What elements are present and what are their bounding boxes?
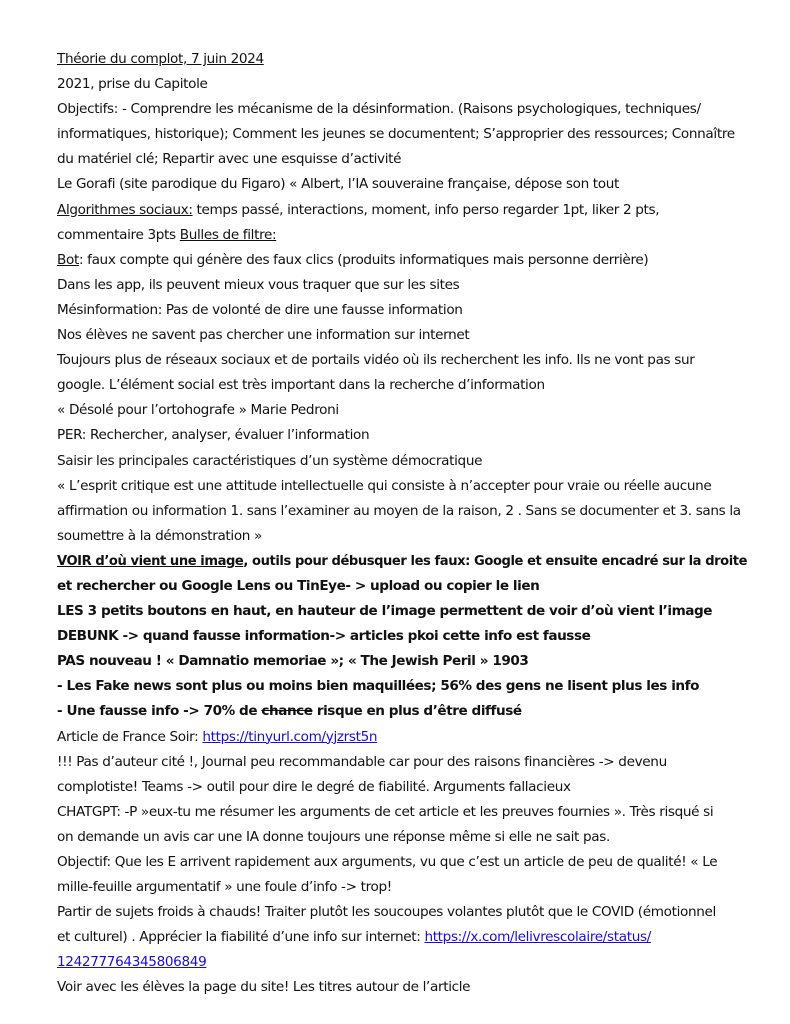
text-line: du matériel clé; Repartir avec une esquisse d’activité [57, 151, 402, 168]
livrescolaire-link-continued[interactable]: 124277764345806849 [57, 954, 207, 971]
voir-line-2: et rechercher ou Google Lens ou TinEye- > upload ou copier le lien [57, 577, 540, 594]
text-line: Le Gorafi (site parodique du Figaro) « Albert, l’IA souveraine française, dépose son tout [57, 176, 619, 193]
voir-label: VOIR d’où vient une image [57, 552, 244, 569]
struck-word: chance [261, 703, 313, 720]
fausse-info-before: - Une fausse info -> 70% de [57, 703, 262, 720]
bold-line: DEBUNK -> quand fausse information-> articles pkoi cette info est fausse [57, 628, 591, 645]
text-line: mille-feuille argumentatif » une foule d’info -> trop! [57, 879, 392, 896]
text-line: google. L’élément social est très important dans la recherche d’information [57, 377, 545, 394]
quote-line: affirmation ou information 1. sans l’examiner au moyen de la raison, 2 . Sans se documenter et 3. sans la [57, 502, 741, 519]
text-line: informatiques, historique); Comment les jeunes se documentent; S’approprier des ressources; Connaître [57, 126, 735, 143]
fausse-info-after: risque en plus d’être diffusé [312, 703, 522, 720]
bold-line: LES 3 petits boutons en haut, en hauteur de l’image permettent de voir d’où vient l’image [57, 603, 713, 620]
text-line: Mésinformation: Pas de volonté de dire une fausse information [57, 301, 463, 318]
apprecier-text: et culturel) . Apprécier la fiabilité d’une info sur internet: [57, 929, 425, 946]
quote-line: « L’esprit critique est une attitude intellectuelle qui consiste à n’accepter pour vraie ou réelle aucune [57, 477, 712, 494]
livrescolaire-link[interactable]: https://x.com/lelivrescolaire/status/ [424, 929, 651, 946]
algorithmes-text-2: commentaire 3pts [57, 226, 180, 243]
bulles-de-filtre-label: Bulles de filtre: [179, 226, 277, 243]
bold-line: PAS nouveau ! « Damnatio memoriae »; « The Jewish Peril » 1903 [57, 653, 529, 670]
document-title: Théorie du complot, 7 juin 2024 [57, 51, 264, 67]
algorithmes-text: temps passé, interactions, moment, info perso regarder 1pt, liker 2 pts, [192, 201, 660, 218]
france-soir-text: Article de France Soir: [57, 728, 203, 745]
text-line: « Désolé pour l’ortohografe » Marie Pedroni [57, 402, 339, 419]
text-line: !!! Pas d’auteur cité !, Journal peu recommandable car pour des raisons financières -> devenu [57, 753, 667, 770]
last-line: Voir avec les élèves la page du site! Les titres autour de l’article [57, 979, 471, 996]
fausse-info-line [57, 699, 747, 724]
text-line: CHATGPT: -P »eux-tu me résumer les arguments de cet article et les preuves fournies ». Très risqué si [57, 803, 714, 820]
text-line: complotiste! Teams -> outil pour dire le degré de fiabilité. Arguments fallacieux [57, 778, 571, 795]
text-line: Saisir les principales caractéristiques d’un système démocratique [57, 452, 483, 469]
text-line: PER: Rechercher, analyser, évaluer l’information [57, 427, 370, 444]
text-line: Nos élèves ne savent pas chercher une information sur internet [57, 327, 470, 344]
voir-line [57, 549, 748, 574]
text-line: 2021, prise du Capitole [57, 76, 208, 93]
quote-line: soumettre à la démonstration » [57, 527, 263, 544]
text-line: Objectifs: - Comprendre les mécanisme de la désinformation. (Raisons psychologiques, techniques/ [57, 101, 701, 118]
algorithmes-line [57, 198, 747, 223]
text-line: Toujours plus de réseaux sociaux et de portails vidéo où ils recherchent les info. Ils ne vont pas sur [57, 352, 695, 369]
voir-text: , outils pour débusquer les faux: Google et ensuite encadré sur la droite [243, 552, 748, 569]
text-line: Partir de sujets froids à chauds! Traiter plutôt les soucoupes volantes plutôt que le COVID (émotionnel [57, 904, 716, 921]
text-line: Objectif: Que les E arrivent rapidement aux arguments, vu que c’est un article de peu de qualité! « Le [57, 854, 718, 870]
bot-label: Bot [57, 251, 79, 268]
algorithmes-line-2 [57, 223, 747, 248]
bold-line: - Les Fake news sont plus ou moins bien maquillées; 56% des gens ne lisent plus les info [57, 678, 699, 695]
apprecier-line [57, 925, 747, 950]
france-soir-line [57, 725, 747, 750]
france-soir-link[interactable]: https://tinyurl.com/yjzrst5n [202, 728, 378, 745]
document-page [57, 47, 747, 1001]
bot-text: : faux compte qui génère des faux clics (produits informatiques mais personne derrière) [78, 251, 649, 268]
apprecier-line-2 [57, 950, 747, 975]
text-line: on demande un avis car une IA donne toujours une réponse même si elle ne sait pas. [57, 828, 610, 845]
text-line: Dans les app, ils peuvent mieux vous traquer que sur les sites [57, 276, 460, 293]
algorithmes-label: Algorithmes sociaux: [57, 201, 193, 218]
bot-line [57, 248, 747, 273]
